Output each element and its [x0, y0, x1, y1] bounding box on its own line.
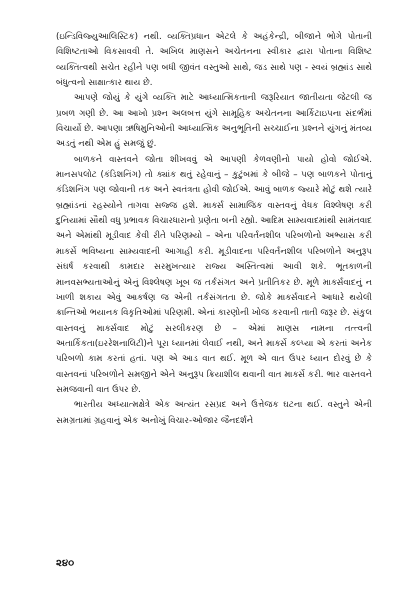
page-number: ૨૪૦ — [56, 558, 75, 569]
paragraph-1: (ઇન્ડિવિજ્યુઆલિસ્ટિક) નથી. વ્યક્તિપ્રધાન એટલે કે અહંકેન્દ્રી, બીજાને ભોગે પોતાની વિશિષ્ટતાઓ વિકસાવવી તે. અખિલ માણસને અચેતનના સ્વીકાર દ્વારા પોતાના વિશિષ્ટ વ્યક્તિત્વથી સચેત રહીને પણ બધી જીવંત વસ્તુઓ સાથે, જડ સાથે પણ - સ્વયં બ્રહ્માંડ સાથે બંધુત્વનો સાક્ષાત્કાર થાય છે. — [56, 32, 372, 89]
body-text — [56, 30, 372, 429]
paragraph-3: બાળકને વાસ્તવને જોતા શીખવવું એ આપણી કેળવણીનો પાયો હોવો જોઈએ. માનસપલોટ (કંડિશનિંગ) તો ક્યાંક થતું રહેવાનું – કુટુંબમાં કે બીજે – પણ બાળકને પોતાનું કંડિશનિંગ પણ જોવાની તક અને સ્વતંત્રતા હોવી જોઈએ. આવું બાળક જ્યારે મોટું થશે ત્યારે બ્રહ્માંડનાં રહસ્યોને તાગવા સજ્જ હશે. માર્ક્સ સામાજિક વાસ્તવનું વેધક વિશ્લેષણ કરી દુનિયામાં સૌથી વધુ પ્રભાવક વિચારધારાનો પ્રણેતા બની રહ્યો. આદિમ સામ્યવાદમાંથી સામંતવાદ અને એમાંથી મૂડીવાદ કેવી રીતે પરિણમ્યો – એના પરિવર્તનશીલ પરિબળોનો અભ્યાસ કરી માર્ક્સે ભવિષ્યના સામ્યવાદની આગાહી કરી. મૂડીવાદના પરિવર્તનશીલ પરિબળોને અનુરૂપ સંઘર્ષ કરવાથી કામદાર સરમુખત્યાર રાજ્ય અસ્તિત્વમાં આવી શકે. ભૂતકાળની માનવસભ્યતાઓનું એનું વિશ્લેષણ ખૂબ જ તર્કસંગત અને પ્રતીતિકર છે. મૂળે માર્ક્સવાદનું ન ખાળી શકાય એવું આકર્ષણ જ એની તર્કસંગતતા છે. જોકે માર્ક્સવાદને આધારે થયેલી ક્રાન્તિઓ ભયાનક વિકૃતિઓમાં પરિણમી. એનાં કારણોની ખોજ કરવાની તાતી જરૂર છે. સંકુલ વાસ્તવનું માર્ક્સવાદ મોટું સરલીકરણ છે – એમાં માણસ નામના તત્ત્વની અતાર્કિકતા(ઇરરેશનાલિટી)ને પૂરા ધ્યાનમાં લેવાઈ નથી, અને માર્ક્સે કલ્પ્યા એ કરતાં અનેક પરિબળો કામ કરતાં હતાં. પણ એ આડ વાત થઈ. મૂળ એ વાત ઉપર ધ્યાન દોરવું છે કે વાસ્તવનાં પરિબળોને સમજીને એને અનુરૂપ ક્રિયાશીલ થવાની વાત માર્ક્સે કરી. ભાર વાસ્તવને સમજવાની વાત ઉપર છે. — [56, 154, 372, 395]
paragraph-2: આપણે જોયું કે યુંગે વ્યક્તિ માટે આધ્યાત્મિકતાની જરૂરિયાત જાતીયતા જેટલી જ પ્રબળ ગણી છે. આ આખો પ્રશ્ન અલબત્ત યુંગે સામૂહિક અચેતનના આર્કિટાઇપના સંદર્ભમાં વિચાર્યો છે. આપણા ઋષિમુનિઓની આધ્યાત્મિક અનુભૂતિની સચ્ચાઈના પ્રશ્નને યુંગનું મંતવ્ય અડતું નથી એમ હું સમજું છું. — [56, 93, 372, 150]
paragraph-4: ભારતીય અધ્યાત્મક્ષેત્રે એક અત્યંત રસપ્રદ અને ઉત્તેજક ઘટના થઈ. વસ્તુને એની સમગ્રતામાં ગ્રહવાનું એક અનોખું વિચાર-ઓજાર જૈનદર્શને — [56, 400, 372, 426]
